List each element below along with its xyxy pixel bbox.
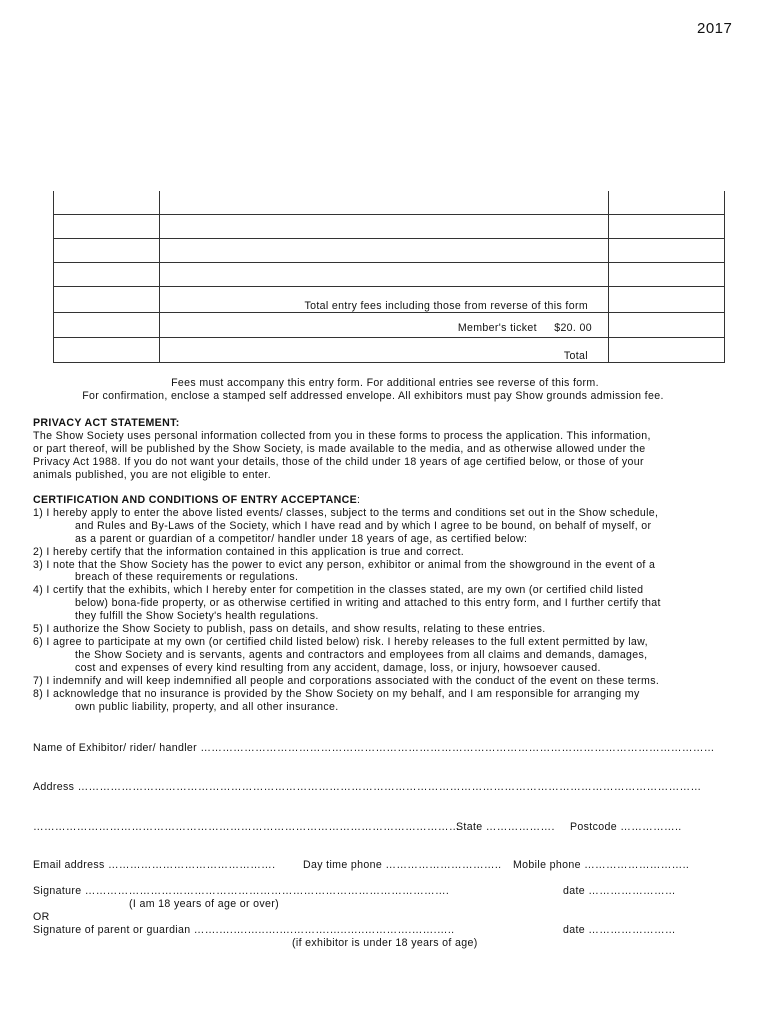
condition-line: as a parent or guardian of a competitor/ handler under 18 years of age, as certified below:	[75, 532, 528, 545]
table-bottom-line	[53, 362, 725, 363]
privacy-section	[33, 417, 698, 482]
table-row-line	[53, 286, 725, 287]
condition-line: breach of these requirements or regulations.	[75, 571, 299, 584]
condition-line: 3) I note that the Show Society has the power to evict any person, exhibitor or animal from the showground in the event of a	[33, 558, 656, 571]
age-note: (I am 18 years of age or over)	[129, 898, 280, 910]
certification-heading	[33, 494, 698, 507]
table-row-line	[53, 214, 725, 215]
condition-1	[33, 507, 698, 546]
members-ticket-price: $20. 00	[554, 322, 592, 334]
form-year: 2017	[697, 20, 733, 37]
condition-line: own public liability, property, and all other insurance.	[75, 700, 339, 713]
condition-line: 6) I agree to participate at my own (or certified child listed below) risk. I hereby releases to the full extent permitted by law,	[33, 635, 648, 648]
guardian-date-field[interactable]: date ……………………	[563, 924, 676, 936]
condition-6	[33, 636, 698, 675]
condition-line: 1) I hereby apply to enter the above listed events/ classes, subject to the terms and conditions set out in the Show schedule,	[33, 506, 659, 519]
condition-7	[33, 675, 698, 688]
state-field[interactable]: State ……………….	[456, 821, 555, 833]
privacy-line: The Show Society uses personal information collected from you in these forms to process the application. This information,	[33, 429, 651, 442]
total-label: Total	[563, 350, 588, 362]
table-row-line	[53, 337, 725, 338]
table-row-line	[53, 312, 725, 313]
signature-date-field[interactable]: date ……………………	[563, 885, 676, 897]
table-row-line	[53, 262, 725, 263]
privacy-title: PRIVACY ACT STATEMENT:	[33, 417, 180, 429]
privacy-line: Privacy Act 1988. If you do not want your details, those of the child under 18 years of age certified below, or those of your	[33, 455, 644, 468]
condition-8	[33, 688, 698, 714]
certification-title: CERTIFICATION AND CONDITIONS OF ENTRY ACCEPTANCE	[33, 494, 358, 506]
condition-line: and Rules and By-Laws of the Society, which I have read and by which I agree to be bound, on behalf of myself, or	[75, 519, 652, 532]
mobile-phone-field[interactable]: Mobile phone ………………………..	[513, 859, 690, 871]
members-ticket-label	[458, 322, 592, 334]
condition-2	[33, 546, 698, 559]
condition-line: they fulfill the Show Society's health regulations.	[75, 610, 319, 623]
condition-line: cost and expenses of every kind resulting from any accident, damage, loss, or injury, howsoever caused.	[75, 661, 601, 674]
certification-section	[33, 494, 698, 713]
condition-line: 8) I acknowledge that no insurance is provided by the Show Society on my behalf, and I am responsible for arranging my	[33, 687, 640, 700]
signature-field[interactable]: Signature ……………………………………………………………………………………….	[33, 885, 450, 897]
or-label: OR	[33, 911, 50, 923]
address-line-2-field[interactable]: ………………………………………………………………………………………………………	[33, 821, 460, 833]
email-field[interactable]: Email address ……………………………………….	[33, 859, 276, 871]
exhibitor-name-field[interactable]: Name of Exhibitor/ rider/ handler ……………………………………………………………………………………………………………………………	[33, 742, 715, 754]
table-row-line	[53, 238, 725, 239]
fees-note: Fees must accompany this entry form. For additional entries see reverse of this form.	[171, 377, 599, 389]
total-entry-fees-label: Total entry fees including those from reverse of this form	[304, 300, 588, 312]
condition-line: 2) I hereby certify that the information contained in this application is true and correct.	[33, 545, 465, 558]
members-ticket-text: Member's ticket	[457, 322, 537, 334]
confirmation-note: For confirmation, enclose a stamped self addressed envelope. All exhibitors must pay Show grounds admission fee.	[82, 390, 664, 402]
condition-5	[33, 623, 698, 636]
guardian-note: (if exhibitor is under 18 years of age)	[292, 937, 478, 949]
postcode-field[interactable]: Postcode ……………..	[570, 821, 682, 833]
condition-line: 5) I authorize the Show Society to publish, pass on details, and show results, relating to these entries.	[33, 623, 546, 636]
certification-title-colon: :	[357, 494, 361, 506]
address-field[interactable]: Address ………………………………………………………………………………………………………………………………………………………	[33, 781, 702, 793]
day-phone-field[interactable]: Day time phone …………………………..	[303, 859, 502, 871]
privacy-line: or part thereof, will be published by the Show Society, is made available to the media, and as otherwise allowed under the	[33, 442, 646, 455]
guardian-signature-field[interactable]: Signature of parent or guardian …….….….…..….….……….…..…..………….…….…..	[33, 924, 455, 936]
condition-3	[33, 559, 698, 585]
condition-4	[33, 584, 698, 623]
condition-line: below) bona-fide property, or as otherwise certified in writing and attached to this entry form, and I further certify that	[75, 597, 661, 610]
privacy-line: animals published, you are not eligible to enter.	[33, 468, 271, 481]
condition-line: 4) I certify that the exhibits, which I hereby enter for competition in the classes stated, are my own (or certified child listed	[33, 584, 644, 597]
condition-line: 7) I indemnify and will keep indemnified all people and corporations associated with the conduct of the event on these terms.	[33, 674, 660, 687]
condition-line: the Show Society and is servants, agents and contractors and employees from all claims and demands, damages,	[75, 648, 648, 661]
